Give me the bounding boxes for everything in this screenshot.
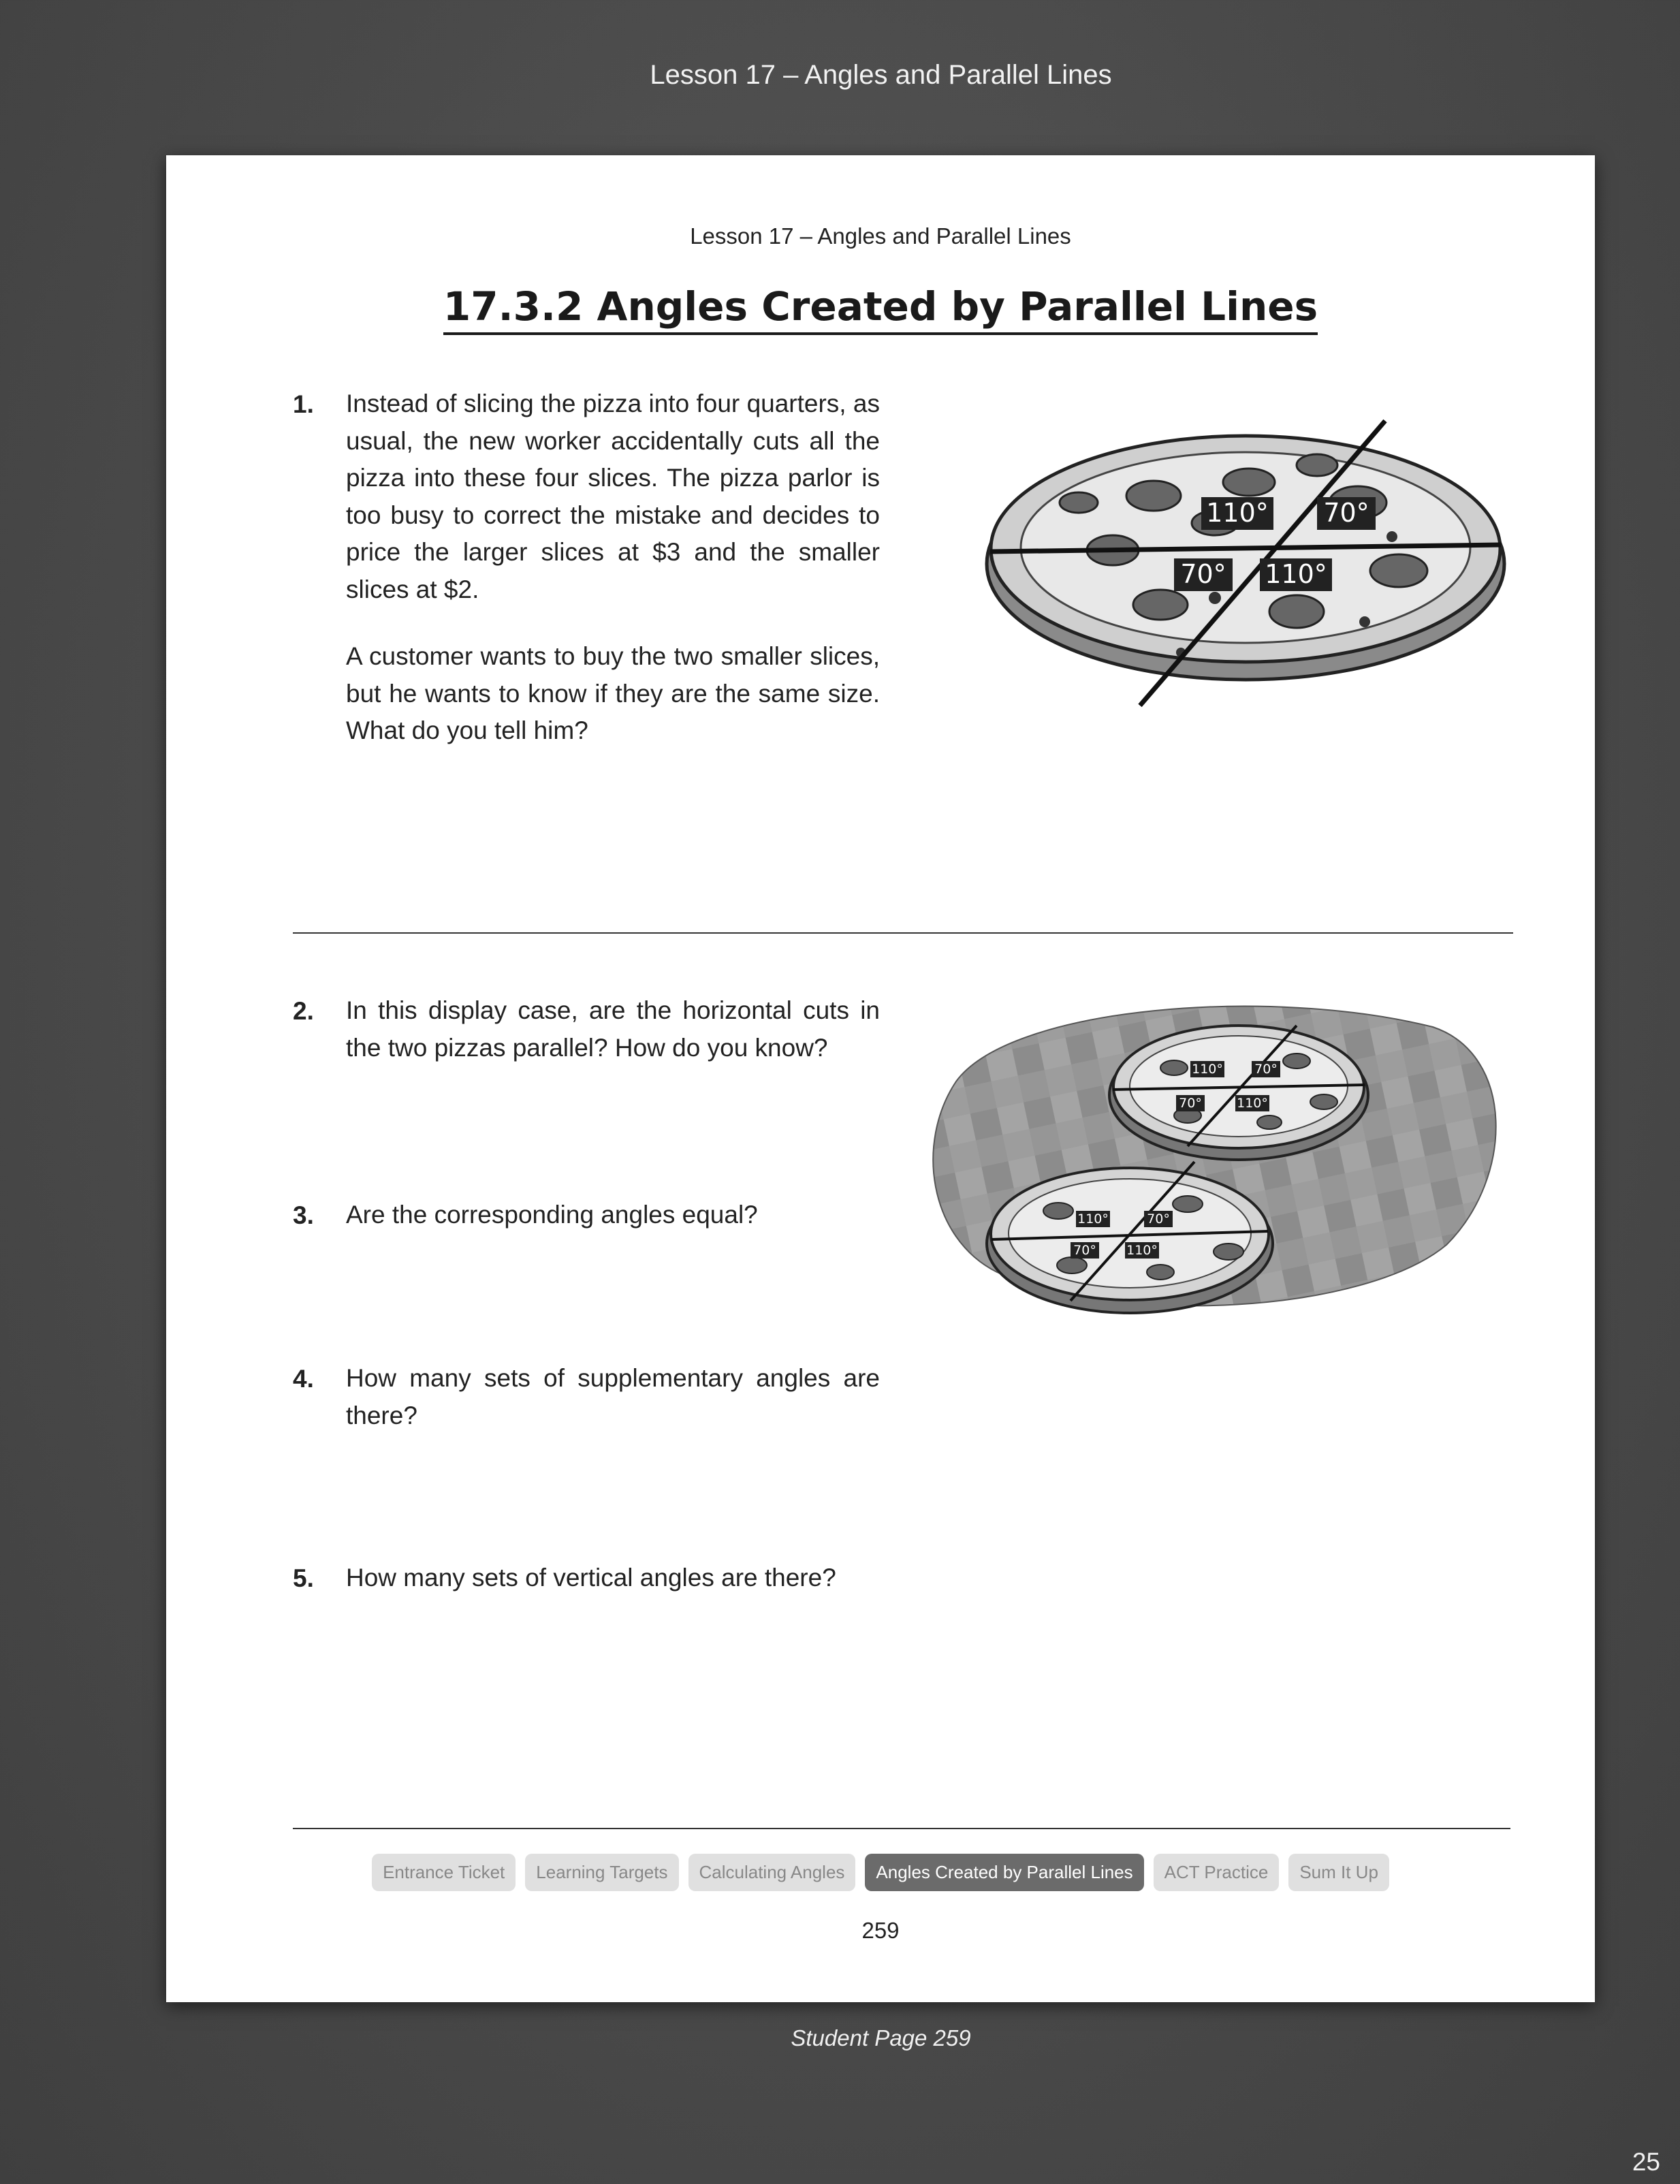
angle-label: 110° — [1237, 1096, 1268, 1111]
angle-label: 70° — [1180, 559, 1226, 589]
angle-label: 70° — [1147, 1212, 1170, 1226]
angle-label: 70° — [1179, 1096, 1202, 1111]
question-5-number: 5. — [293, 1564, 314, 1592]
nav-tab-entrance-ticket[interactable]: Entrance Ticket — [372, 1854, 516, 1891]
angle-label: 70° — [1073, 1243, 1096, 1258]
lesson-nav — [166, 1854, 1595, 1891]
question-5-text: How many sets of vertical angles are there? — [346, 1564, 836, 1592]
question-1-text — [346, 385, 880, 750]
section-title: 17.3.2 Angles Created by Parallel Lines — [443, 283, 1318, 335]
outer-header: Lesson 17 – Angles and Parallel Lines — [650, 60, 1112, 90]
nav-tab-angles-parallel-lines[interactable]: Angles Created by Parallel Lines — [865, 1854, 1143, 1891]
page-header: Lesson 17 – Angles and Parallel Lines — [690, 223, 1071, 249]
large-pizza-illustration — [977, 394, 1515, 714]
top-pizza — [1109, 1026, 1368, 1160]
angle-label: 70° — [1254, 1062, 1278, 1077]
display-case-illustration — [915, 986, 1508, 1327]
footer-divider — [293, 1828, 1510, 1829]
page-number: 259 — [861, 1918, 900, 1943]
student-page — [166, 155, 1595, 2002]
corner-page-number: 25 — [1632, 2148, 1660, 2176]
question-1-paragraph-2: A customer wants to buy the two smaller slices, but he wants to know if they are the same size. What do you tell him? — [346, 642, 880, 744]
nav-tab-sum-it-up[interactable]: Sum It Up — [1288, 1854, 1389, 1891]
question-1-paragraph-1: Instead of slicing the pizza into four quarters, as usual, the new worker accidentally cuts all the pizza into these four slices. The pizza parlor is too busy to correct the mistake and decides to price the larger slices at $3 and the smaller slices at $2. — [346, 390, 880, 603]
angle-label: 110° — [1126, 1243, 1158, 1258]
question-3-number: 3. — [293, 1201, 314, 1229]
angle-label: 110° — [1192, 1062, 1223, 1077]
student-page-caption: Student Page 259 — [791, 2025, 971, 2051]
section-divider — [293, 932, 1513, 934]
angle-label: 110° — [1265, 559, 1327, 589]
nav-tab-act-practice[interactable]: ACT Practice — [1154, 1854, 1280, 1891]
question-2-text: In this display case, are the horizontal cuts in the two pizzas parallel? How do you know? — [346, 996, 880, 1062]
question-1-number: 1. — [293, 390, 314, 418]
angle-label: 70° — [1323, 498, 1369, 528]
question-3-text: Are the corresponding angles equal? — [346, 1201, 758, 1229]
question-2-number: 2. — [293, 997, 314, 1025]
section-title-wrap — [166, 283, 1595, 330]
angle-label: 110° — [1206, 498, 1269, 528]
nav-tab-calculating-angles[interactable]: Calculating Angles — [688, 1854, 856, 1891]
question-4-text: How many sets of supplementary angles are there? — [346, 1364, 880, 1429]
angle-label: 110° — [1077, 1212, 1109, 1226]
nav-tab-learning-targets[interactable]: Learning Targets — [525, 1854, 678, 1891]
question-4-number: 4. — [293, 1365, 314, 1393]
